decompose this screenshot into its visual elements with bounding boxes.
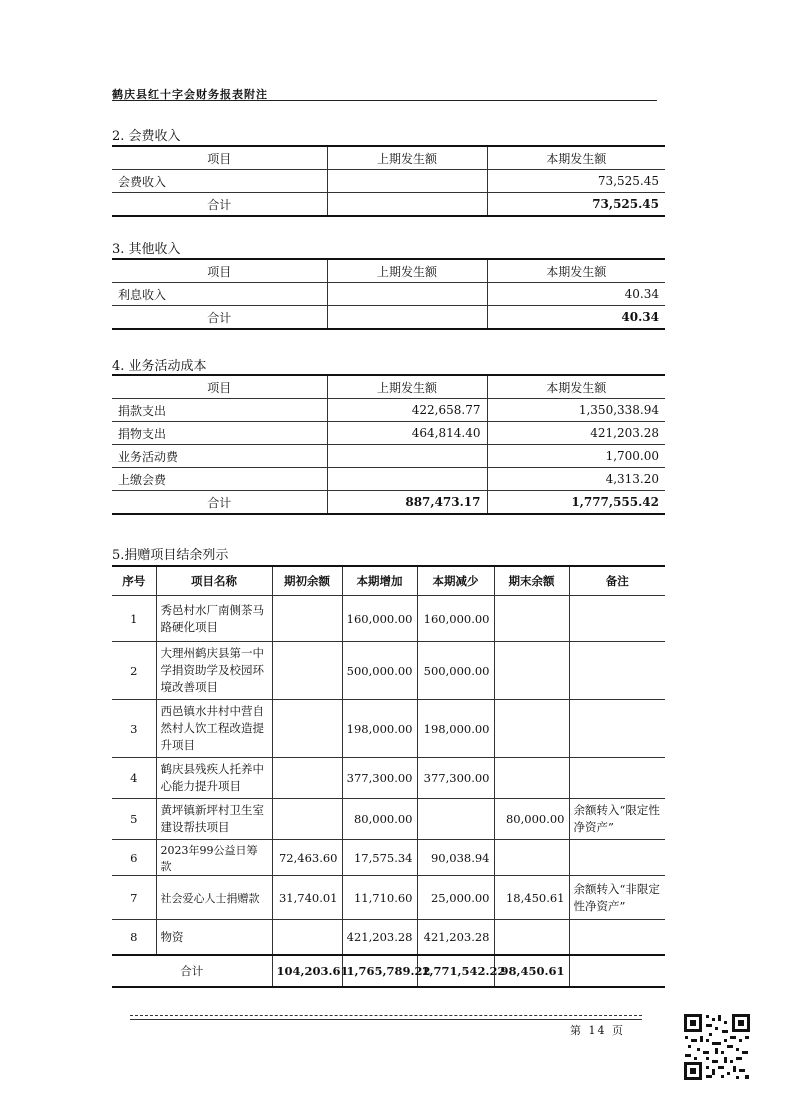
col-header-item: 项目	[112, 259, 327, 283]
row-name: 社会爱心人士捐赠款	[156, 876, 272, 920]
row-dec	[417, 799, 494, 840]
row-item: 业务活动费	[112, 445, 327, 468]
row-open: 31,740.01	[272, 876, 342, 920]
row-prev	[327, 445, 487, 468]
donation-balance-table	[112, 565, 665, 988]
row-note	[569, 758, 665, 799]
row-no: 7	[112, 876, 156, 920]
row-note: 余额转入“非限定性净资产”	[569, 876, 665, 920]
col-header-item: 项目	[112, 146, 327, 170]
table-row	[112, 596, 665, 642]
row-open	[272, 642, 342, 700]
table-header-row	[112, 566, 665, 596]
col-header-curr: 本期发生额	[487, 375, 665, 399]
row-name: 物资	[156, 920, 272, 955]
col-header-prev: 上期发生额	[327, 375, 487, 399]
row-inc: 17,575.34	[342, 840, 417, 876]
row-curr: 40.34	[487, 283, 665, 306]
row-note	[569, 642, 665, 700]
row-open	[272, 758, 342, 799]
row-inc: 198,000.00	[342, 700, 417, 758]
row-no: 4	[112, 758, 156, 799]
row-curr: 1,350,338.94	[487, 399, 665, 422]
row-inc: 160,000.00	[342, 596, 417, 642]
total-dec: 1,771,542.22	[417, 955, 494, 987]
row-prev: 422,658.77	[327, 399, 487, 422]
row-prev	[327, 283, 487, 306]
row-note	[569, 596, 665, 642]
col-header-inc: 本期增加	[342, 566, 417, 596]
table-row	[112, 170, 665, 193]
qr-code-icon	[682, 1012, 752, 1082]
col-header-no: 序号	[112, 566, 156, 596]
table-row	[112, 876, 665, 920]
col-header-close: 期末余额	[494, 566, 569, 596]
table-row	[112, 642, 665, 700]
row-prev	[327, 170, 487, 193]
row-close	[494, 758, 569, 799]
row-close: 80,000.00	[494, 799, 569, 840]
total-prev: 887,473.17	[327, 491, 487, 515]
row-open	[272, 799, 342, 840]
row-curr: 1,700.00	[487, 445, 665, 468]
col-header-note: 备注	[569, 566, 665, 596]
row-name: 秀邑村水厂南侧茶马路硬化项目	[156, 596, 272, 642]
col-header-prev: 上期发生额	[327, 259, 487, 283]
row-item: 捐物支出	[112, 422, 327, 445]
col-header-dec: 本期减少	[417, 566, 494, 596]
row-open	[272, 920, 342, 955]
footer-rule	[130, 1019, 642, 1020]
table-row	[112, 468, 665, 491]
row-open: 72,463.60	[272, 840, 342, 876]
row-curr: 421,203.28	[487, 422, 665, 445]
total-row	[112, 193, 665, 217]
table-header-row	[112, 375, 665, 399]
col-header-name: 项目名称	[156, 566, 272, 596]
row-close	[494, 840, 569, 876]
total-inc: 1,765,789.22	[342, 955, 417, 987]
table-row	[112, 920, 665, 955]
row-dec: 421,203.28	[417, 920, 494, 955]
total-row	[112, 955, 665, 987]
table-row	[112, 840, 665, 876]
total-label: 合计	[112, 955, 272, 987]
row-no: 5	[112, 799, 156, 840]
table-row	[112, 799, 665, 840]
total-prev	[327, 306, 487, 330]
row-inc: 80,000.00	[342, 799, 417, 840]
row-note: 余额转入“限定性净资产”	[569, 799, 665, 840]
page-number: 第 14 页	[570, 1024, 625, 1037]
section-title-membership-income: 2. 会费收入	[112, 129, 181, 144]
total-curr: 40.34	[487, 306, 665, 330]
row-no: 1	[112, 596, 156, 642]
row-close	[494, 920, 569, 955]
table-row	[112, 758, 665, 799]
col-header-open: 期初余额	[272, 566, 342, 596]
row-close	[494, 596, 569, 642]
row-name: 鹤庆县残疾人托养中心能力提升项目	[156, 758, 272, 799]
row-note	[569, 700, 665, 758]
row-open	[272, 596, 342, 642]
table-row	[112, 700, 665, 758]
row-name: 大理州鹤庆县第一中学捐资助学及校园环境改善项目	[156, 642, 272, 700]
total-curr: 1,777,555.42	[487, 491, 665, 515]
total-row	[112, 306, 665, 330]
row-close	[494, 700, 569, 758]
total-label: 合计	[112, 193, 327, 217]
row-open	[272, 700, 342, 758]
row-dec: 160,000.00	[417, 596, 494, 642]
row-note	[569, 920, 665, 955]
header-rule	[112, 100, 657, 101]
total-label: 合计	[112, 306, 327, 330]
total-open: 104,203.61	[272, 955, 342, 987]
row-inc: 500,000.00	[342, 642, 417, 700]
row-no: 6	[112, 840, 156, 876]
row-close: 18,450.61	[494, 876, 569, 920]
row-note	[569, 840, 665, 876]
table-header-row	[112, 146, 665, 170]
total-close: 98,450.61	[494, 955, 569, 987]
row-item: 利息收入	[112, 283, 327, 306]
section-title-other-income: 3. 其他收入	[112, 242, 181, 257]
row-name: 2023年99公益日筹款	[156, 840, 272, 876]
row-dec: 25,000.00	[417, 876, 494, 920]
col-header-curr: 本期发生额	[487, 146, 665, 170]
row-no: 3	[112, 700, 156, 758]
table-header-row	[112, 259, 665, 283]
total-curr: 73,525.45	[487, 193, 665, 217]
row-name: 黄坪镇新坪村卫生室建设帮扶项目	[156, 799, 272, 840]
total-note	[569, 955, 665, 987]
row-inc: 11,710.60	[342, 876, 417, 920]
row-name: 西邑镇水井村中营自然村人饮工程改造提升项目	[156, 700, 272, 758]
row-curr: 4,313.20	[487, 468, 665, 491]
row-dec: 500,000.00	[417, 642, 494, 700]
total-prev	[327, 193, 487, 217]
col-header-prev: 上期发生额	[327, 146, 487, 170]
table-row	[112, 422, 665, 445]
business-cost-table	[112, 374, 665, 515]
total-label: 合计	[112, 491, 327, 515]
row-prev	[327, 468, 487, 491]
row-no: 8	[112, 920, 156, 955]
table-row	[112, 283, 665, 306]
row-inc: 421,203.28	[342, 920, 417, 955]
col-header-item: 项目	[112, 375, 327, 399]
row-item: 上缴会费	[112, 468, 327, 491]
col-header-curr: 本期发生额	[487, 259, 665, 283]
membership-income-table	[112, 145, 665, 217]
table-row	[112, 445, 665, 468]
row-dec: 377,300.00	[417, 758, 494, 799]
section-title-donation-balance: 5.捐赠项目结余列示	[112, 548, 229, 563]
row-curr: 73,525.45	[487, 170, 665, 193]
total-row	[112, 491, 665, 515]
row-prev: 464,814.40	[327, 422, 487, 445]
table-row	[112, 399, 665, 422]
row-no: 2	[112, 642, 156, 700]
report-header: 鹤庆县红十字会财务报表附注	[112, 88, 268, 101]
row-inc: 377,300.00	[342, 758, 417, 799]
other-income-table	[112, 258, 665, 330]
row-dec: 198,000.00	[417, 700, 494, 758]
row-close	[494, 642, 569, 700]
row-dec: 90,038.94	[417, 840, 494, 876]
row-item: 会费收入	[112, 170, 327, 193]
row-item: 捐款支出	[112, 399, 327, 422]
section-title-business-cost: 4. 业务活动成本	[112, 359, 207, 374]
footer-dashed-rule	[130, 1015, 642, 1016]
